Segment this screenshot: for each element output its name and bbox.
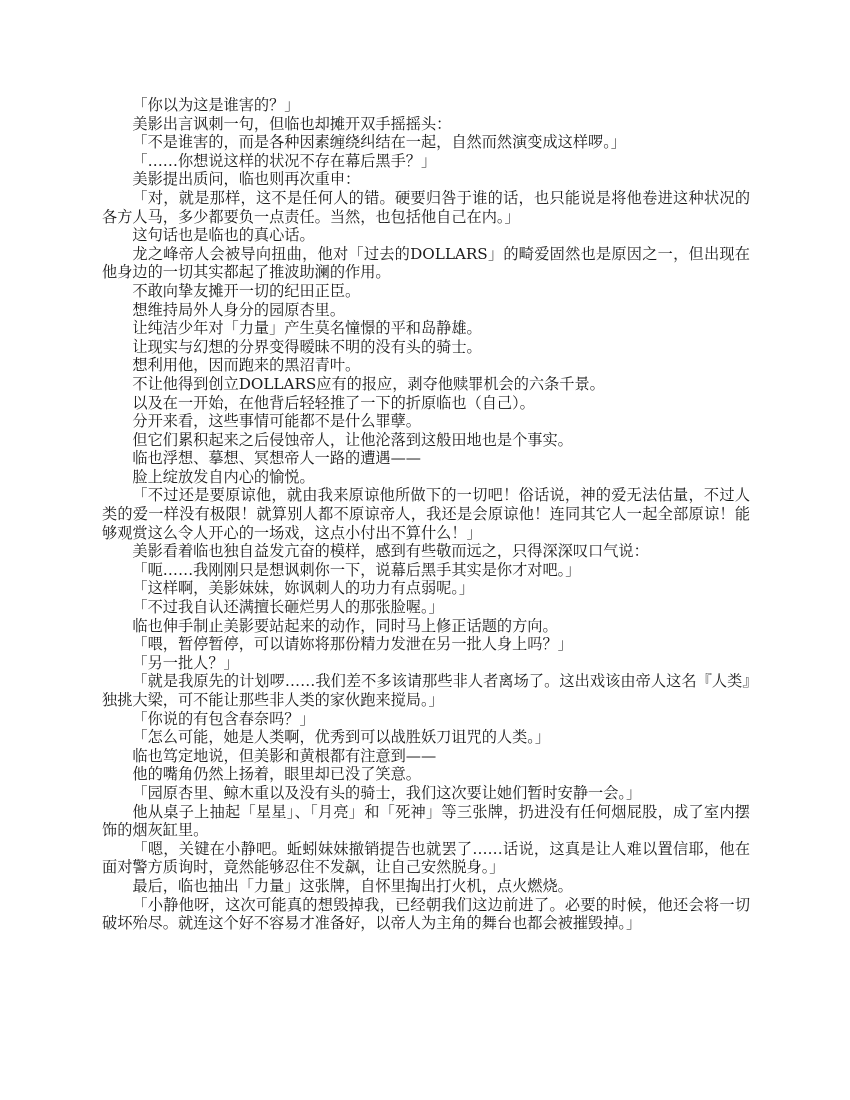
paragraph: 临也伸手制止美影要站起来的动作，同时马上修正话题的方向。 [132, 616, 558, 635]
paragraph: 美影提出质问，临也则再次重申： [132, 170, 361, 189]
paragraph: 想利用他，因而跑来的黑沼青叶。 [132, 356, 361, 375]
paragraph: 不让他得到创立DOLLARS应有的报应，剥夺他赎罪机会的六条千景。 [132, 374, 605, 393]
paragraph: 他从桌子上抽起「星星」、「月亮」和「死神」等三张牌，扔进没有任何烟屁股，成了室内摆饰的烟灰缸里。 [102, 802, 750, 840]
paragraph: 「嗯，关键在小静吧。蚯蚓妹妹撤销提告也就罢了……话说，这真是让人难以置信耶，他在面对警方质询时，竟然能够忍住不发飙，让自己安然脱身。」 [102, 839, 750, 877]
paragraph: 美影看着临也独自益发亢奋的模样，感到有些敬而远之，只得深深叹口气说： [132, 542, 649, 561]
paragraph: 「你以为这是谁害的？」 [132, 96, 300, 114]
paragraph: 「小静他呀，这次可能真的想毁掉我，已经朝我们这边前进了。必要的时候，他还会将一切破坏殆尽。就连这个好不容易才准备好，以帝人为主角的舞台也都会被摧毁掉。」 [102, 895, 750, 933]
paragraph: 「另一批人？」 [132, 653, 239, 672]
paragraph: 最后，临也抽出「力量」这张牌，自怀里掏出打火机，点火燃烧。 [132, 876, 573, 895]
paragraph: 「就是我原先的计划啰……我们差不多该请那些非人者离场了。这出戏该由帝人这名『人类』独挑大梁，可不能让那些非人类的家伙跑来搅局。」 [102, 672, 750, 709]
paragraph: 让现实与幻想的分界变得暧昧不明的没有头的骑士。 [132, 337, 482, 356]
paragraph: 临也笃定地说，但美影和黄根都有注意到—— [132, 746, 437, 765]
paragraph: 「不过我自认还满擅长砸烂男人的那张脸喔。」 [132, 598, 444, 617]
novel-page [102, 96, 750, 933]
paragraph: 让纯洁少年对「力量」产生莫名憧憬的平和岛静雄。 [132, 319, 482, 338]
paragraph: 「呃……我刚刚只是想讽刺你一下，说幕后黑手其实是你才对吧。」 [132, 560, 581, 579]
paragraph: 不敢向挚友摊开一切的纪田正臣。 [132, 281, 361, 300]
paragraph: 「不过还是要原谅他，就由我来原谅他所做下的一切吧！俗话说，神的爱无法估量，不过人类的爱一样没有极限！就算别人都不原谅帝人，我还是会原谅他！连同其它人一起全部原谅！能够观赏这么令人开心的一场戏，这点小付出不算什么！」 [102, 486, 750, 542]
paragraph: 「喂，暂停暂停，可以请妳将那份精力发泄在另一批人身上吗？」 [132, 635, 573, 654]
paragraph: 「不是谁害的，而是各种因素缠绕纠结在一起，自然而然演变成这样啰。」 [132, 133, 626, 152]
paragraph: 临也浮想、摹想、冥想帝人一路的遭遇—— [132, 449, 421, 468]
paragraph: 他的嘴角仍然上扬着，眼里却已没了笑意。 [132, 765, 421, 784]
paragraph: 这句话也是临也的真心话。 [132, 226, 315, 245]
paragraph: 美影出言讽刺一句，但临也却摊开双手摇摇头： [132, 114, 452, 133]
paragraph: 分开来看，这些事情可能都不是什么罪孽。 [132, 412, 421, 431]
paragraph: 「……你想说这样的状况不存在幕后黑手？」 [132, 151, 437, 170]
paragraph: 「怎么可能，她是人类啊，优秀到可以战胜妖刀诅咒的人类。」 [132, 728, 551, 747]
paragraph: 「这样啊，美影妹妹，妳讽刺人的功力有点弱呢。」 [132, 579, 475, 598]
paragraph: 「你说的有包含春奈吗？」 [132, 709, 315, 728]
paragraph: 想维持局外人身分的园原杏里。 [132, 300, 346, 319]
paragraph: 但它们累积起来之后侵蚀帝人，让他沦落到这般田地也是个事实。 [132, 430, 573, 449]
paragraph: 以及在一开始，在他背后轻轻推了一下的折原临也（自己）。 [132, 393, 535, 412]
paragraph: 「对，就是那样，这不是任何人的错。硬要归咎于谁的话，也只能说是将他卷进这种状况的各方人马，多少都要负一点责任。当然，也包括他自己在内。」 [102, 188, 750, 226]
paragraph: 「园原杏里、鲸木重以及没有头的骑士，我们这次要让她们暂时安静一会。」 [132, 783, 642, 802]
paragraph: 龙之峰帝人会被导向扭曲，他对「过去的DOLLARS」的畸爱固然也是原因之一，但出现在他身边的一切其实都起了推波助澜的作用。 [102, 244, 750, 282]
paragraph: 脸上绽放发自内心的愉悦。 [132, 467, 315, 486]
